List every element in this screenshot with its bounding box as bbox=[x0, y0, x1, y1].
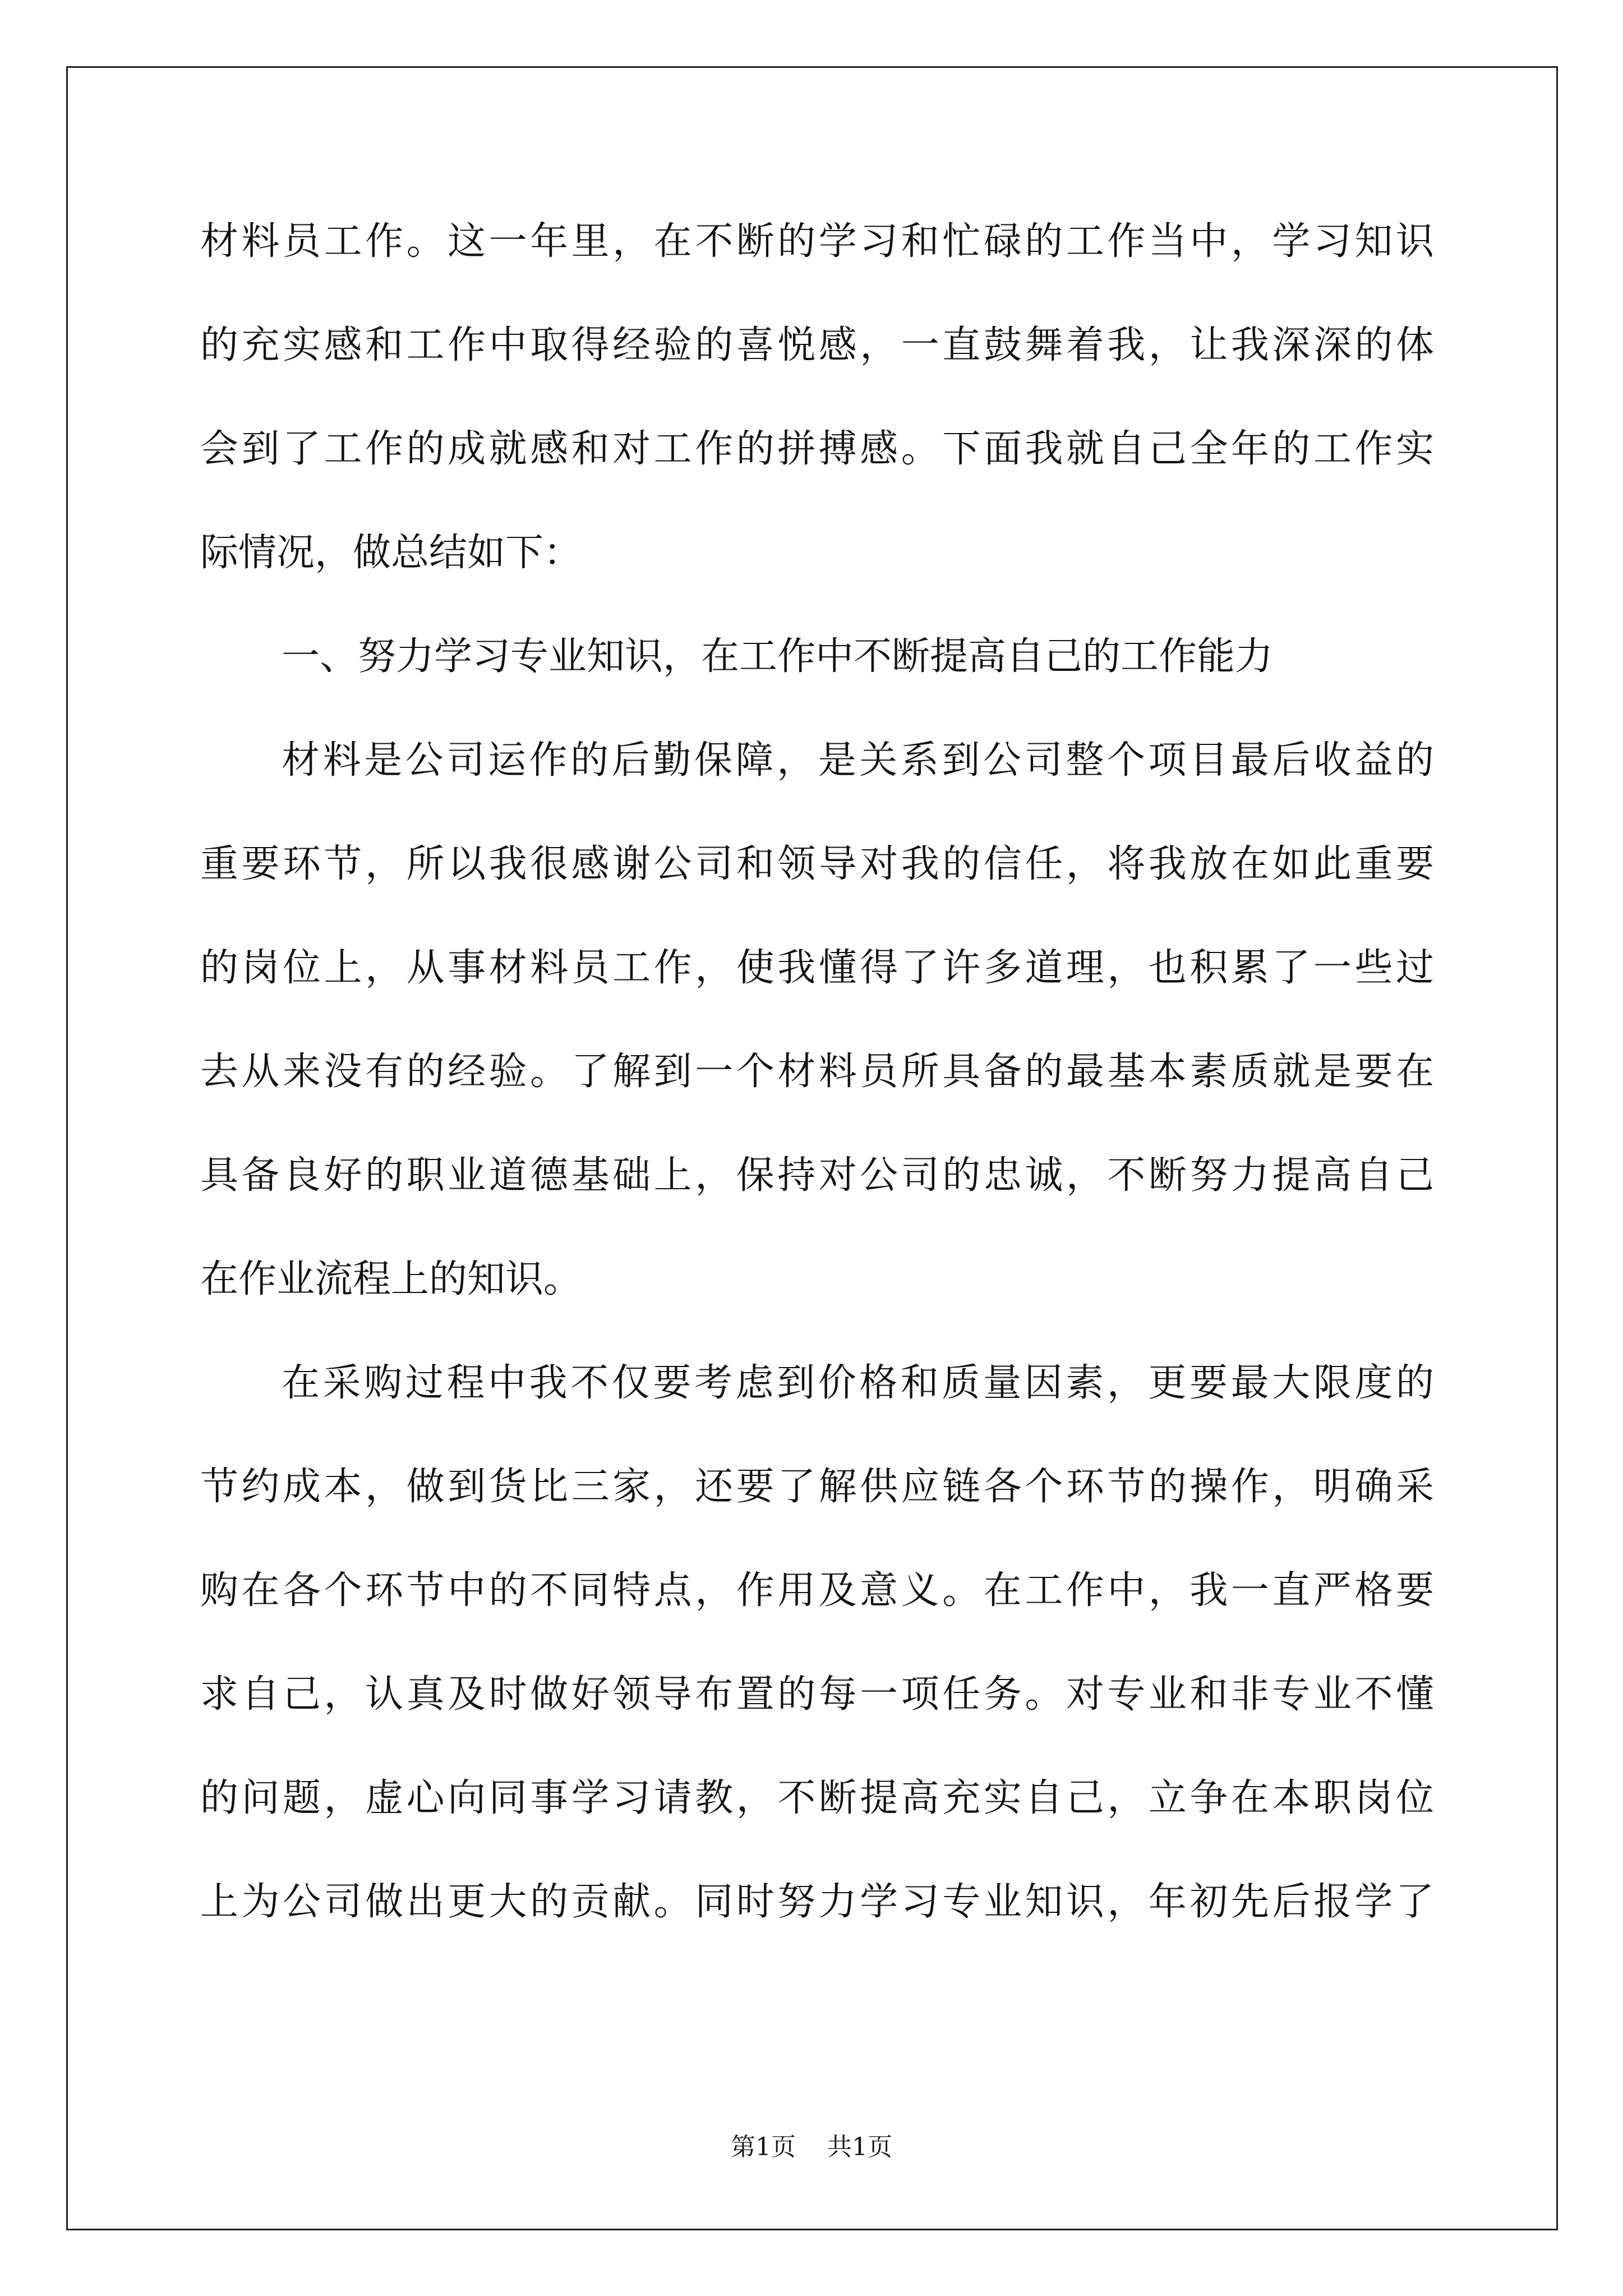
text-line-8: 的岗位上，从事材料员工作，使我懂得了许多道理，也积累了一些过 bbox=[200, 946, 1434, 990]
text-line-2: 的充实感和工作中取得经验的喜悦感，一直鼓舞着我，让我深深的体 bbox=[200, 323, 1434, 367]
text-line-16: 的问题，虚心向同事学习请教，不断提高充实自己，立争在本职岗位 bbox=[200, 1776, 1434, 1820]
text-line-6: 材料是公司运作的后勤保障，是关系到公司整个项目最后收益的 bbox=[282, 738, 1434, 783]
text-line-3: 会到了工作的成就感和对工作的拼搏感。下面我就自己全年的工作实 bbox=[200, 427, 1434, 471]
text-line-1: 材料员工作。这一年里，在不断的学习和忙碌的工作当中，学习知识 bbox=[200, 219, 1434, 264]
section-heading: 一、努力学习专业知识，在工作中不断提高自己的工作能力 bbox=[282, 634, 1274, 679]
text-line-9: 去从来没有的经验。了解到一个材料员所具备的最基本素质就是要在 bbox=[200, 1050, 1434, 1094]
text-line-17: 上为公司做出更大的贡献。同时努力学习专业知识，年初先后报学了 bbox=[200, 1880, 1434, 1924]
text-line-11: 在作业流程上的知识。 bbox=[200, 1257, 582, 1301]
text-line-13: 节约成本，做到货比三家，还要了解供应链各个环节的操作，明确采 bbox=[200, 1465, 1434, 1509]
page-number: 第1页 bbox=[731, 2133, 796, 2161]
text-line-12: 在采购过程中我不仅要考虑到价格和质量因素，更要最大限度的 bbox=[282, 1361, 1434, 1405]
text-line-10: 具备良好的职业道德基础上，保持对公司的忠诚，不断努力提高自己 bbox=[200, 1153, 1434, 1198]
page-footer bbox=[0, 2131, 1623, 2164]
page-total: 共1页 bbox=[827, 2133, 892, 2161]
text-line-7: 重要环节，所以我很感谢公司和领导对我的信任，将我放在如此重要 bbox=[200, 842, 1434, 886]
text-line-14: 购在各个环节中的不同特点，作用及意义。在工作中，我一直严格要 bbox=[200, 1568, 1434, 1613]
text-line-15: 求自己，认真及时做好领导布置的每一项任务。对专业和非专业不懂 bbox=[200, 1672, 1434, 1717]
text-line-4: 际情况，做总结如下： bbox=[200, 531, 582, 575]
